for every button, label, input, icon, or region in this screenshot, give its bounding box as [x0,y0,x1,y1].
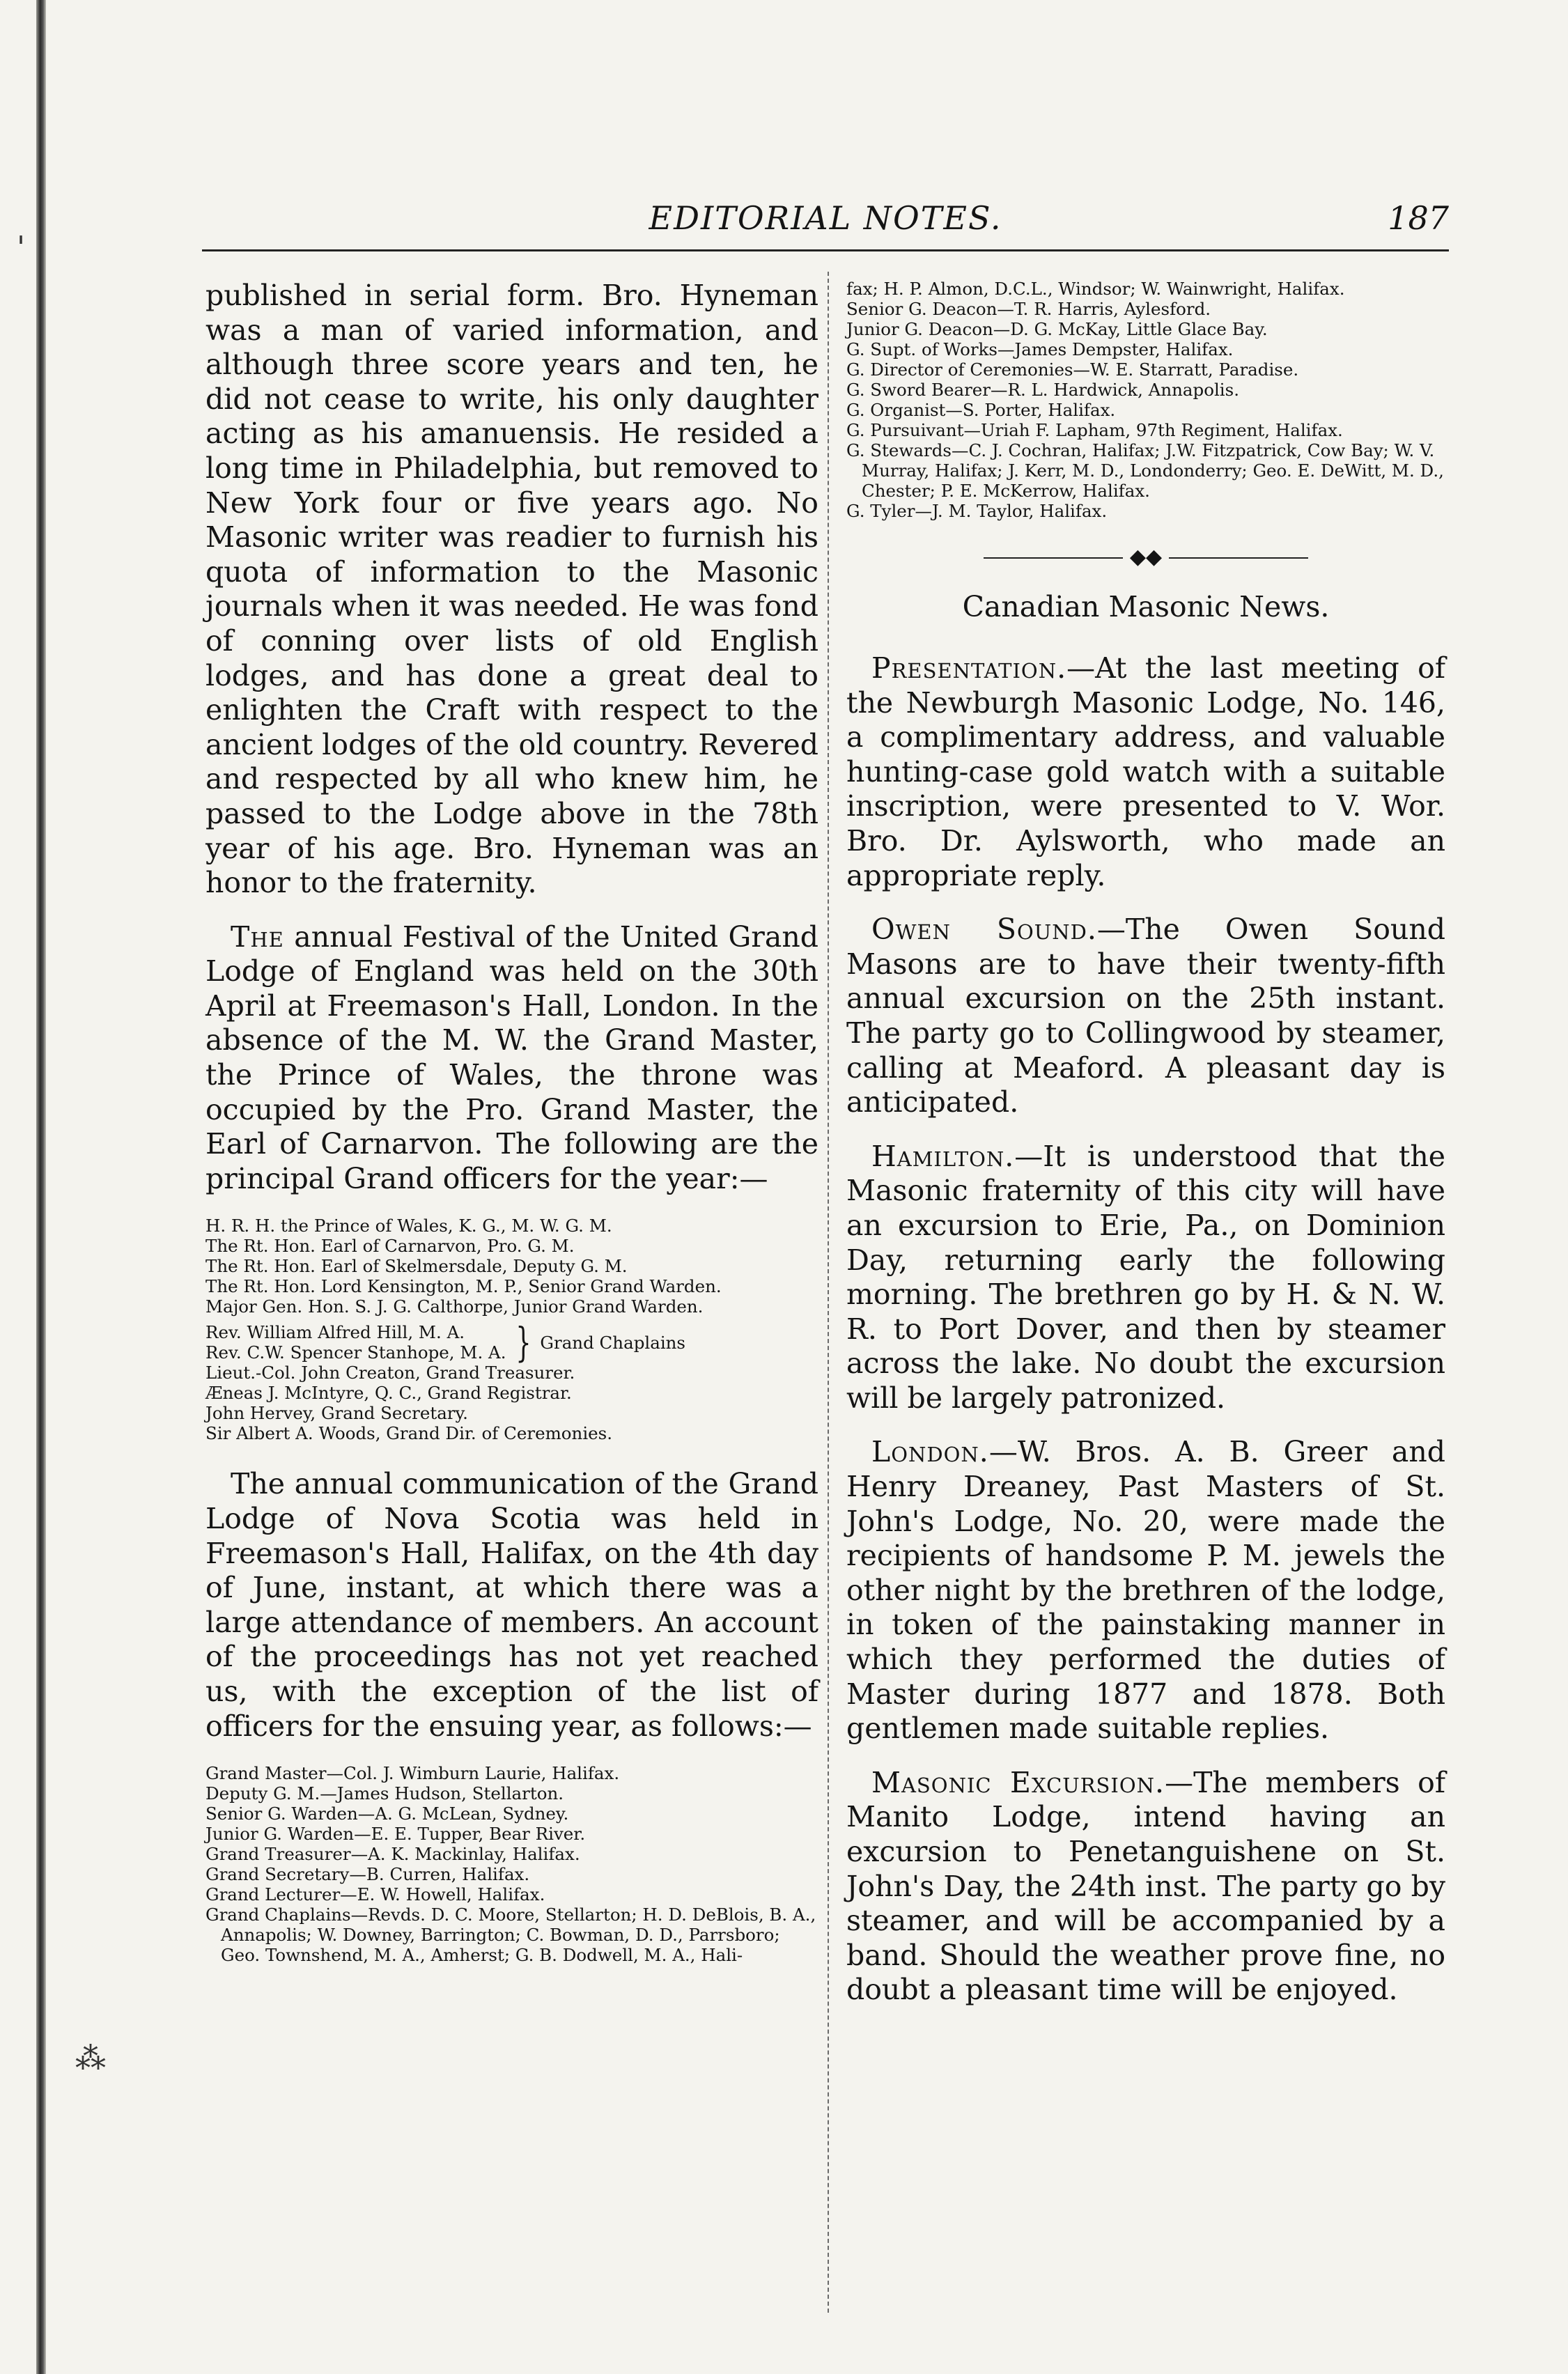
news-text: —The members of Manito Lodge, intend having an excursion to Penetanguishene on St. John's Day, the 24th inst. The party go by steamer, and will be accompanied by a band. Should the weather prove fine, no doubt a pleasant time will be enjoyed. [846,1765,1446,2007]
margin-mark: ' [17,230,26,265]
page-number: 187 [1388,199,1449,237]
section-divider [846,545,1445,569]
news-text: —At the last meeting of the Newburgh Masonic Lodge, No. 146, a complimentary address, and valuable hunting-case gold watch with a suitable inscription, were presented to V. Wor. Bro. Dr. Aylsworth, who made an appropriate reply. [846,651,1445,892]
list-item: Grand Treasurer—A. K. Mackinlay, Halifax. [205,1844,580,1865]
list-item: The Rt. Hon. Lord Kensington, M. P., Senior Grand Warden. [205,1276,722,1297]
paragraph-text: annual Festival of the United Grand Lodge of England was held on the 30th April at Freemason's Hall, London. In the absence of the M. W. the Grand Master, the Prince of Wales, the throne was occupied by the Pro. Grand Master, the Earl of Carnarvon. The following are the principal Grand officers for the year:— [205,920,818,1195]
news-item-masonic-excursion [846,1766,1445,2008]
news-item-owen-sound [846,913,1445,1120]
running-title: EDITORIAL NOTES. [649,199,1002,237]
list-item: G. Pursuivant—Uriah F. Lapham, 97th Regiment, Halifax. [846,420,1343,440]
list-item: Æneas J. McIntyre, Q. C., Grand Registrar. [205,1383,572,1404]
brace-glyph: } [515,1319,531,1367]
list-item: G. Supt. of Works—James Dempster, Halifax. [846,339,1234,359]
chaplain-name: Rev. C.W. Spencer Stanhope, M. A. [205,1342,506,1363]
header-rule [202,249,1449,251]
news-lead: Owen Sound. [871,913,1097,947]
news-text: —The Owen Sound Masons are to have their twenty-fifth annual excursion on the 25th instant. The party go to Collingwood by steamer, calling at Meaford. A pleasant day is anticipated. [846,913,1445,1119]
list-item: Sir Albert A. Woods, Grand Dir. of Ceremonies. [205,1423,613,1444]
list-item: Junior G. Warden—E. E. Tupper, Bear River. [205,1824,586,1845]
list-item: John Hervey, Grand Secretary. [205,1403,468,1424]
divider-line [1169,557,1308,559]
list-item: Grand Master—Col. J. Wimburn Laurie, Halifax. [205,1763,620,1784]
divider-ornament: ◆◆ [1129,545,1163,569]
list-item: G. Sword Bearer—R. L. Hardwick, Annapolis. [846,380,1240,400]
paragraph-nova-scotia: The annual communication of the Grand Lodge of Nova Scotia was held in Freemason's Hall, Halifax, on the 4th day of June, instant, at which there was a large attendance of members. An account of the proceedings has not yet reached us, with the exception of the list of officers for the ensuing year, as follows:— [205,1467,818,1743]
list-item: Grand Lecturer—E. W. Howell, Halifax. [205,1884,545,1905]
chaplain-names [205,1322,506,1363]
margin-mark: ⁂ [75,2041,106,2077]
nova-scotia-officers-list-cont [846,279,1445,521]
list-item: G. Director of Ceremonies—W. E. Starratt, Paradise. [846,359,1299,380]
news-text: —W. Bros. A. B. Greer and Henry Dreaney, Past Masters of St. John's Lodge, No. 20, were made the recipients of handsome P. M. jewels the other night by the brethren of the lodge, in token of the painstaking manner in which they performed the duties of Master during 1877 and 1878. Both gentlemen made suitable replies. [846,1435,1445,1746]
list-item: Major Gen. Hon. S. J. G. Calthorpe, Junior Grand Warden. [205,1296,704,1317]
news-item-london [846,1435,1445,1746]
paragraph-hyneman: published in serial form. Bro. Hyneman was a man of varied information, and although three score years and ten, he did not cease to write, his only daughter acting as his amanuensis. He resided a long time in Philadelphia, but removed to New York four or five years ago. No Masonic writer was readier to furnish his quota of information to the Masonic journals when it was needed. He was fond of conning over lists of old English lodges, and has done a great deal to enlighten the Craft with respect to the ancient lodges of the old country. Revered and respected by all who knew him, he passed to the Lodge above in the 78th year of his age. Bro. Hyneman was an honor to the fraternity. [205,279,818,900]
list-item: G. Stewards—C. J. Cochran, Halifax; J.W. Fitzpatrick, Cow Bay; W. V. Murray, Halifax; J. Kerr, M. D., Londonderry; Geo. E. DeWitt, M. D., Chester; P. E. McKerrow, Halifax. [846,440,1444,501]
list-item: Senior G. Warden—A. G. McLean, Sydney. [205,1803,569,1824]
news-lead: Presentation. [871,651,1067,685]
list-item: G. Tyler—J. M. Taylor, Halifax. [846,501,1108,521]
list-item: Deputy G. M.—James Hudson, Stellarton. [205,1783,564,1804]
england-officers-list [205,1216,818,1317]
list-item: fax; H. P. Almon, D.C.L., Windsor; W. Wainwright, Halifax. [846,279,1345,299]
list-item: Senior G. Deacon—T. R. Harris, Aylesford. [846,299,1211,319]
paragraph-england-festival [205,920,818,1197]
list-item: H. R. H. the Prince of Wales, K. G., M. W. G. M. [205,1216,612,1236]
running-header [202,199,1449,241]
chaplain-name: Rev. William Alfred Hill, M. A. [205,1322,465,1343]
england-officers-list-2 [205,1363,818,1443]
chaplain-title: Grand Chaplains [540,1332,686,1353]
paragraph-lead: The [231,920,284,954]
list-item: Grand Chaplains—Revds. D. C. Moore, Stellarton; H. D. DeBlois, B. A., Annapolis; W. Downey, Barrington; C. Bowman, D. D., Parrsboro; Geo. Townshend, M. A., Amherst; G. B. Dodwell, M. A., Hali- [205,1904,816,1966]
news-lead: London. [871,1435,989,1469]
news-lead: Hamilton. [871,1139,1015,1173]
news-item-hamilton [846,1140,1445,1416]
list-item: Junior G. Deacon—D. G. McKay, Little Glace Bay. [846,319,1268,339]
list-item: G. Organist—S. Porter, Halifax. [846,400,1116,420]
news-item-presentation [846,651,1445,893]
news-text: —It is understood that the Masonic fraternity of this city will have an excursion to Erie, Pa., on Dominion Day, returning early the following morning. The brethren go by H. & N. W. R. to Port Dover, and then by steamer across the lake. No doubt the excursion will be largely patronized. [846,1139,1445,1415]
right-column [846,279,1445,2027]
left-column [205,279,818,1989]
grand-chaplains-entry [205,1319,818,1367]
section-title: Canadian Masonic News. [962,590,1330,623]
list-item: Grand Secretary—B. Curren, Halifax. [205,1864,530,1885]
news-lead: Masonic Excursion. [871,1765,1165,1799]
list-item: The Rt. Hon. Earl of Carnarvon, Pro. G. M. [205,1236,575,1257]
nova-scotia-officers-list [205,1763,818,1965]
divider-line [984,557,1123,559]
list-item: The Rt. Hon. Earl of Skelmersdale, Deputy G. M. [205,1256,628,1277]
binding-edge [36,0,46,2374]
list-item: Lieut.-Col. John Creaton, Grand Treasurer. [205,1363,575,1383]
column-divider [828,272,829,2313]
